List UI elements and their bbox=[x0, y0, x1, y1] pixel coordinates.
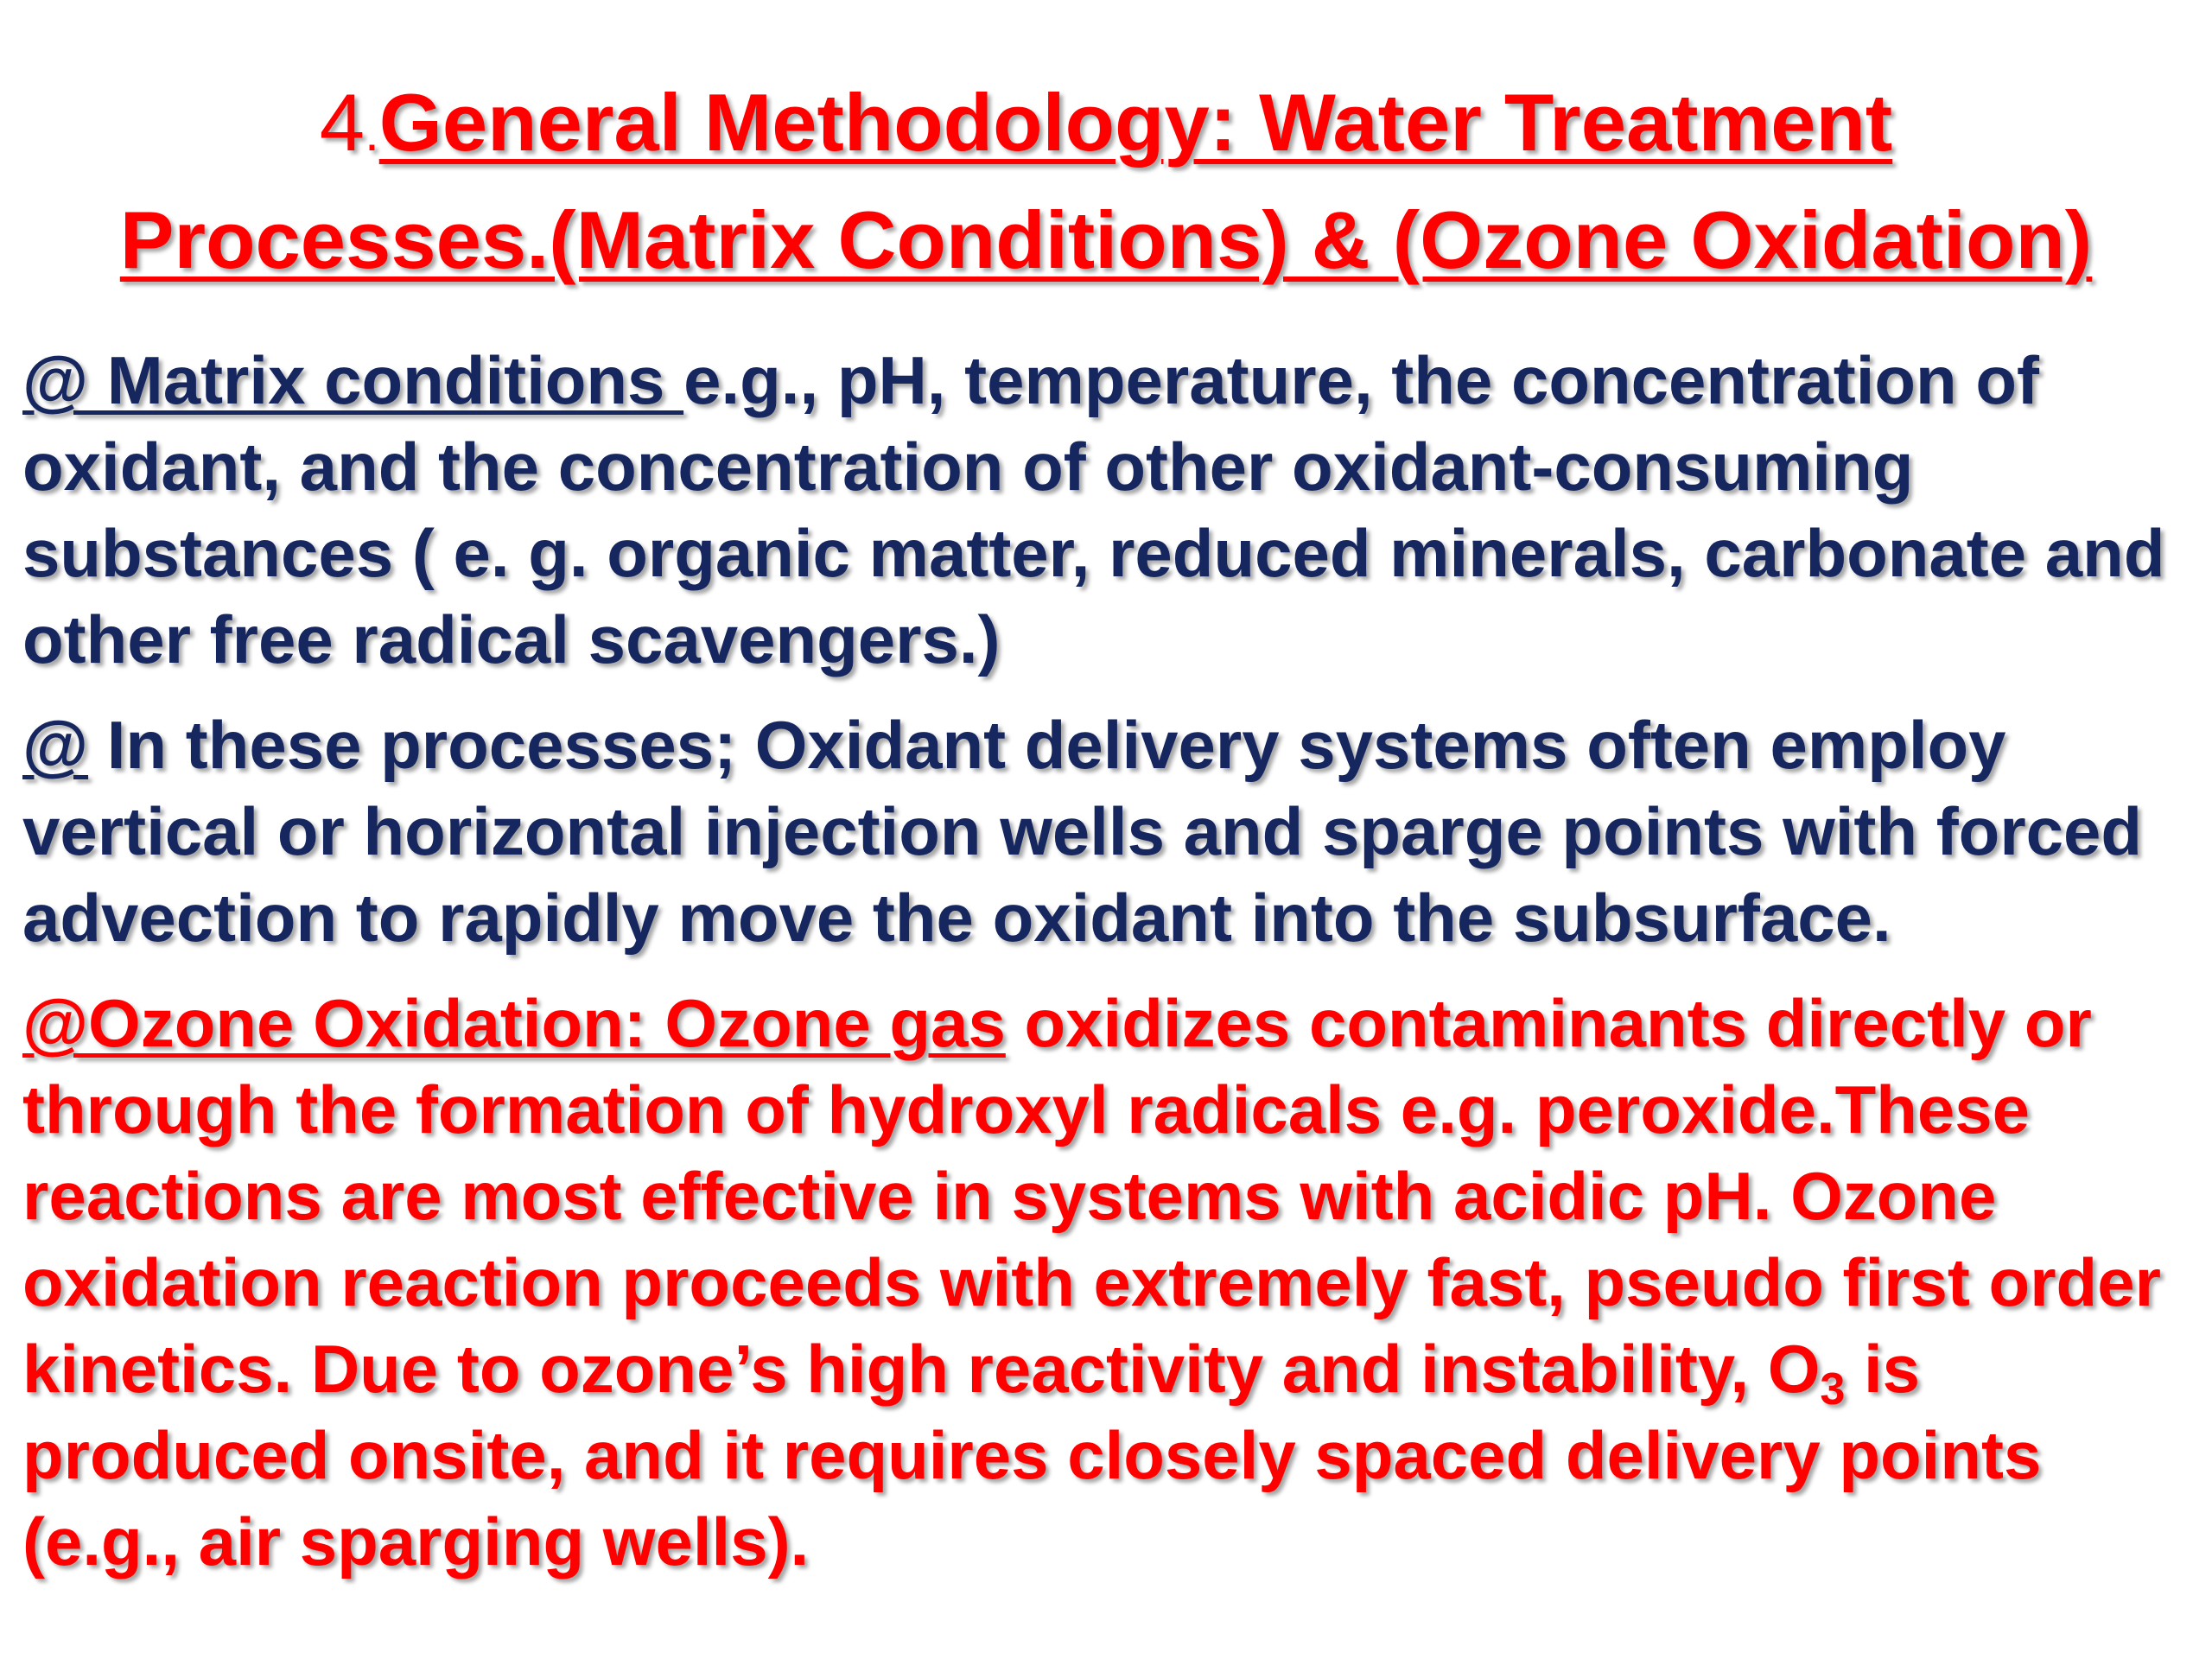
paragraph-2-lead: @ bbox=[22, 707, 89, 783]
slide-title bbox=[52, 69, 2160, 294]
title-line-2-text: Processes.(Matrix Conditions) & (Ozone Oxidation) bbox=[119, 194, 2093, 285]
paragraph-3-lead: @Ozone Oxidation: Ozone gas bbox=[22, 985, 1006, 1061]
ozone-subscript: 3 bbox=[1820, 1364, 1846, 1414]
paragraph-3-text-before: oxidizes contaminants directly or through the formation of hydroxyl radicals e.g. peroxide.These reactions are most effective in systems with acidic pH. Ozone oxidation reaction proceeds with extremely fast, pseudo first order kinetics. Due to ozone’s high reactivity and instability, O bbox=[22, 985, 2161, 1407]
paragraph-3-text-after: is produced onsite, and it requires closely spaced delivery points (e.g., air sparging wells). bbox=[22, 1331, 2042, 1580]
title-number-dot: . bbox=[365, 104, 379, 162]
paragraph-1-text: e.g., pH, temperature, the concentration of oxidant, and the concentration of other oxidant-consuming substances ( e. g. organic matter, reduced minerals, carbonate and other free radical scavengers.) bbox=[22, 342, 2165, 677]
paragraph-2-text: In these processes; Oxidant delivery systems often employ vertical or horizontal injection wells and sparge points with forced advection to rapidly move the oxidant into the subsurface. bbox=[22, 707, 2143, 956]
paragraph-ozone-oxidation bbox=[22, 980, 2191, 1585]
slide-body bbox=[22, 337, 2191, 1585]
title-number: 4 bbox=[319, 77, 365, 168]
paragraph-1-lead: @ Matrix conditions bbox=[22, 342, 684, 418]
paragraph-delivery-systems bbox=[22, 702, 2191, 961]
paragraph-matrix-conditions bbox=[22, 337, 2191, 683]
title-line-1-text: General Methodology: Water Treatment bbox=[378, 77, 1893, 168]
title-line-2 bbox=[52, 187, 2160, 294]
title-line-1 bbox=[52, 69, 2160, 187]
